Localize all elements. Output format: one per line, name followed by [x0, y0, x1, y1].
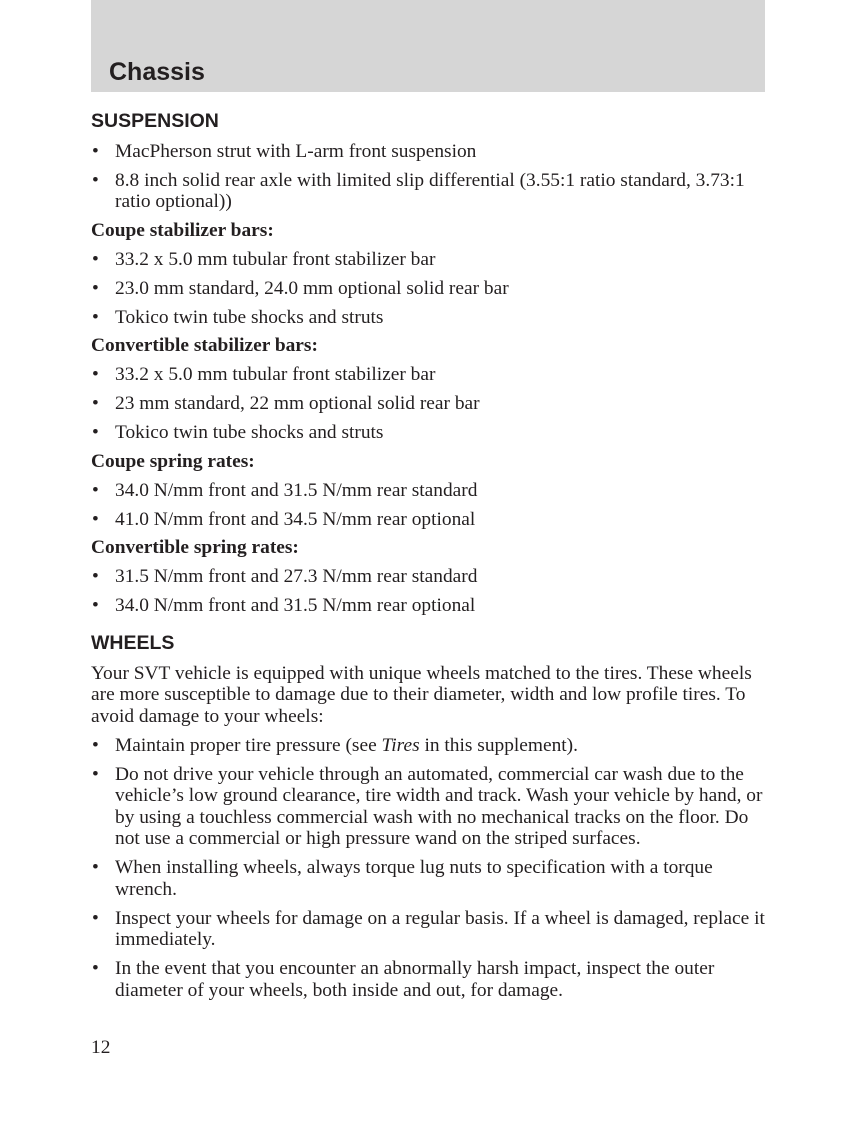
wheels-list	[91, 735, 765, 1002]
coupe-stabilizer-list	[91, 249, 765, 329]
list-item: • 41.0 N/mm front and 34.5 N/mm rear optional	[91, 509, 765, 531]
list-item: • 23 mm standard, 22 mm optional solid rear bar	[91, 393, 765, 415]
page-content	[91, 109, 765, 1001]
list-item: • 33.2 x 5.0 mm tubular front stabilizer bar	[91, 364, 765, 386]
suspension-heading: SUSPENSION	[91, 110, 219, 132]
convertible-springs-heading: Convertible spring rates:	[91, 537, 299, 558]
chapter-title: Chassis	[109, 58, 205, 86]
coupe-stabilizer-heading: Coupe stabilizer bars:	[91, 219, 274, 241]
list-item: • MacPherson strut with L-arm front suspension	[91, 141, 765, 163]
tires-reference: Tires	[381, 734, 420, 756]
list-item: • 34.0 N/mm front and 31.5 N/mm rear standard	[91, 480, 765, 502]
chapter-header-band	[91, 0, 765, 92]
wheels-heading: WHEELS	[91, 631, 175, 654]
coupe-springs-list	[91, 480, 765, 531]
list-item: • 31.5 N/mm front and 27.3 N/mm rear standard	[91, 566, 765, 588]
convertible-stabilizer-heading: Convertible stabilizer bars:	[91, 335, 318, 356]
pressure-text-after: in this supplement).	[419, 734, 578, 756]
coupe-springs-heading: Coupe spring rates:	[91, 450, 255, 472]
list-item: • Tokico twin tube shocks and struts	[91, 307, 765, 329]
wheels-intro: Your SVT vehicle is equipped with unique wheels matched to the tires. These wheels are more susceptible to damage due to their diameter, width and low profile tires. To avoid damage to your wheels:	[91, 662, 752, 727]
list-item: • When installing wheels, always torque lug nuts to specification with a torque wrench.	[91, 857, 765, 900]
list-item: • 33.2 x 5.0 mm tubular front stabilizer bar	[91, 249, 765, 271]
page-number: 12	[91, 1037, 111, 1058]
list-item	[91, 735, 765, 757]
suspension-list	[91, 141, 765, 213]
list-item: • Inspect your wheels for damage on a regular basis. If a wheel is damaged, replace it immediately.	[91, 908, 765, 951]
convertible-springs-list	[91, 566, 765, 617]
list-item: • Do not drive your vehicle through an automated, commercial car wash due to the vehicle’s low ground clearance, tire width and track. Wash your vehicle by hand, or by using a touchless commercial wash with no mechanical tracks on the floor. Do not use a commercial or high pressure wand on the striped surfaces.	[91, 764, 765, 850]
list-item: • 23.0 mm standard, 24.0 mm optional solid rear bar	[91, 278, 765, 300]
pressure-text-before: Maintain proper tire pressure (see	[115, 734, 382, 756]
list-item: • In the event that you encounter an abnormally harsh impact, inspect the outer diameter of your wheels, both inside and out, for damage.	[91, 958, 765, 1001]
list-item: • 8.8 inch solid rear axle with limited slip differential (3.55:1 ratio standard, 3.73:1 ratio optional))	[91, 170, 765, 213]
convertible-stabilizer-list	[91, 364, 765, 444]
list-item: • Tokico twin tube shocks and struts	[91, 422, 765, 444]
list-item: • 34.0 N/mm front and 31.5 N/mm rear optional	[91, 595, 765, 617]
